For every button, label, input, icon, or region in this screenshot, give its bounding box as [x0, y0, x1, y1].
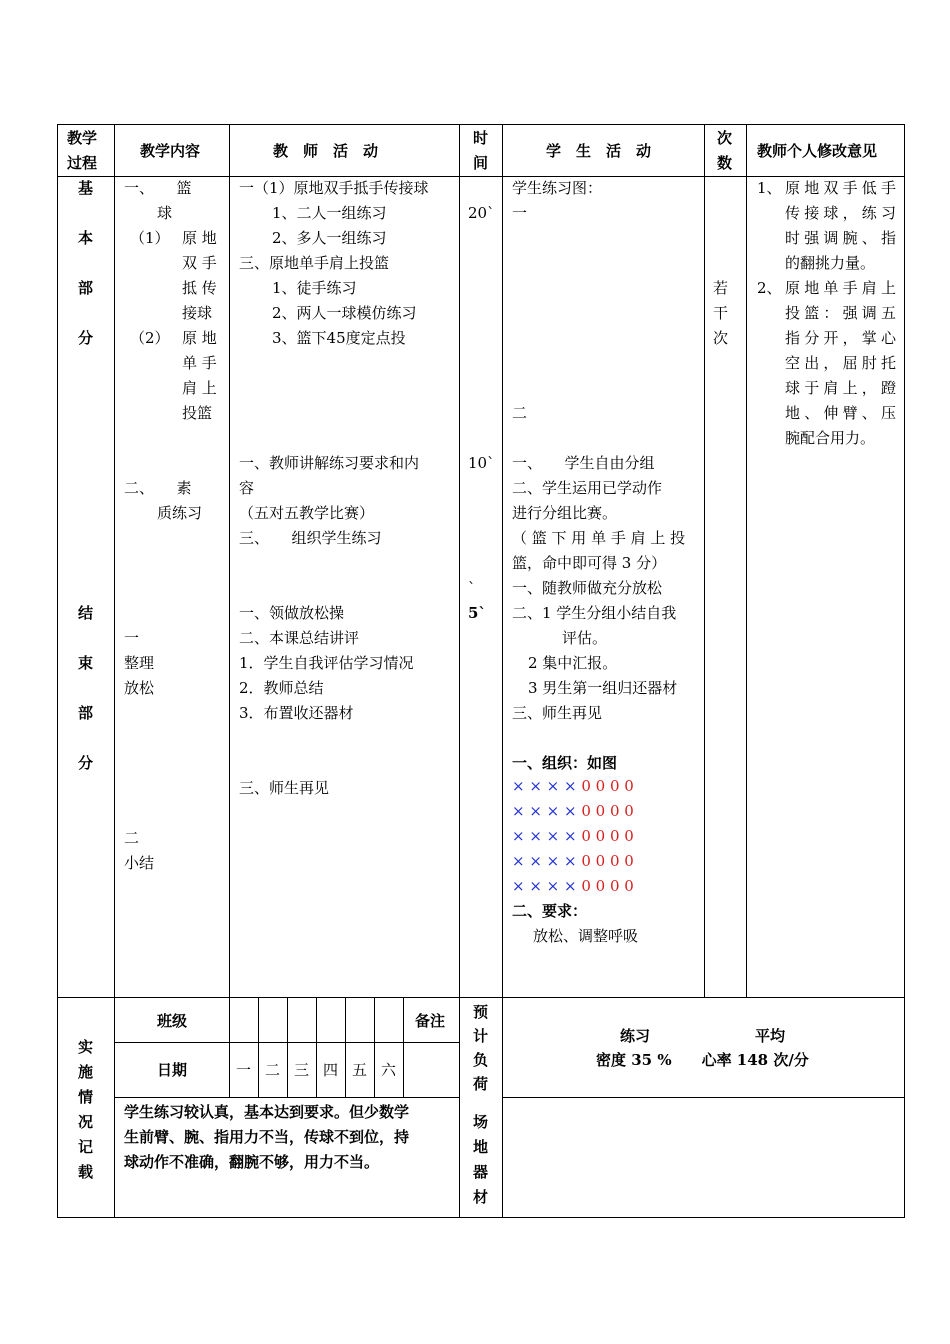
content-end-2: 整理 [124, 654, 155, 672]
header-student: 学 生 活 动 [546, 142, 652, 160]
class-label: 班级 [157, 1012, 188, 1030]
formation-x: × × × × [512, 877, 577, 895]
requirement-label: 二、要求： [512, 902, 588, 920]
process-end-2: 束 [78, 654, 94, 672]
student-line: 学生练习图： [512, 179, 603, 197]
student-line: 一、 学生自由分组 [512, 454, 655, 472]
teacher-line: 一、教师讲解练习要求和内 [239, 454, 420, 472]
content-item-2-line: 肩 上 [182, 379, 217, 397]
count-text: 干 [713, 304, 729, 322]
teacher-line: 一（1）原地双手抵手传接球 [239, 179, 429, 197]
teacher-line: 2、多人一组练习 [272, 229, 387, 247]
load-label: 负 [473, 1051, 489, 1069]
density-label: 练习 [620, 1027, 651, 1045]
day-label: 二 [264, 1061, 280, 1079]
day-label: 五 [351, 1061, 367, 1079]
content-fitness-2: 质练习 [157, 504, 203, 522]
header-time-2: 间 [473, 154, 489, 172]
impl-label: 记 [78, 1138, 94, 1156]
venue-label: 场 [473, 1113, 489, 1131]
content-item-1-num: （1） [130, 229, 170, 247]
impl-label: 况 [78, 1113, 94, 1131]
process-end-4: 分 [78, 754, 94, 772]
content-basketball-2: 球 [157, 204, 173, 222]
student-line: （ 篮 下 用 单 手 肩 上 投 [512, 529, 686, 547]
notes-line: 时强调腕、指 [785, 229, 896, 247]
impl-label: 施 [78, 1063, 94, 1081]
student-line: 3 男生第一组归还器材 [528, 679, 678, 697]
student-line: 进行分组比赛。 [512, 504, 618, 522]
organization-label: 一、组织：如图 [512, 754, 618, 772]
count-text: 若 [713, 279, 729, 297]
formation-o: 0 0 0 0 [581, 827, 634, 845]
impl-label: 实 [78, 1038, 94, 1056]
venue-label: 器 [473, 1163, 489, 1181]
notes-line: 地、伸臂、压 [785, 404, 896, 422]
header-process-1: 教学 [67, 129, 98, 147]
load-label: 计 [473, 1027, 489, 1045]
process-basic-2: 本 [78, 229, 94, 247]
header-process-2: 过程 [67, 154, 98, 172]
summary-line: 生前臂、腕、指用力不当，传球不到位，持 [124, 1128, 410, 1146]
formation-o: 0 0 0 0 [581, 802, 634, 820]
student-line: 二、学生运用已学动作 [512, 479, 663, 497]
summary-line: 学生练习较认真，基本达到要求。但少数学 [124, 1103, 410, 1121]
day-label: 三 [293, 1061, 309, 1079]
formation-x: × × × × [512, 802, 577, 820]
formation-x: × × × × [512, 827, 577, 845]
content-item-1-line: 双 手 [182, 254, 217, 272]
time-value: 10` [468, 454, 495, 472]
process-basic-3: 部 [78, 279, 94, 297]
content-item-1-line: 接球 [182, 304, 213, 322]
notes-num-2: 2、 [757, 279, 782, 297]
header-time-1: 时 [473, 129, 489, 147]
notes-line: 腕配合用力。 [785, 429, 876, 447]
content-end-3: 放松 [124, 679, 155, 697]
formation-o: 0 0 0 0 [581, 777, 634, 795]
process-end-1: 结 [78, 604, 94, 622]
day-label: 一 [235, 1061, 251, 1079]
density-value: 密度 35 % 心率 148 次/分 [596, 1051, 809, 1069]
notes-line: 传接球，练习 [785, 204, 896, 222]
formation-x: × × × × [512, 852, 577, 870]
notes-line: 指分开，掌心 [785, 329, 896, 347]
notes-line: 空出，屈肘托 [785, 354, 896, 372]
heartrate-label: 平均 [755, 1027, 786, 1045]
teacher-line: （五对五教学比赛） [239, 504, 375, 522]
notes-line: 原地单手肩上 [785, 279, 896, 297]
teacher-line: 一、领做放松操 [239, 604, 345, 622]
content-end-5: 小结 [124, 854, 155, 872]
date-label: 日期 [157, 1061, 188, 1079]
teacher-line: 二、本课总结讲评 [239, 629, 360, 647]
formation-o: 0 0 0 0 [581, 877, 634, 895]
content-item-1-line: 抵 传 [182, 279, 217, 297]
process-end-3: 部 [78, 704, 94, 722]
impl-label: 载 [78, 1163, 94, 1181]
process-basic-4: 分 [78, 329, 94, 347]
header-count-2: 数 [717, 154, 733, 172]
process-basic-1: 基 [78, 179, 94, 197]
teacher-line: 3、篮下45度定点投 [272, 329, 406, 347]
load-label: 预 [473, 1003, 489, 1021]
student-line: 二、1 学生分组小结自我 [512, 604, 677, 622]
content-item-1-line: 原 地 [182, 229, 217, 247]
teacher-line: 1、徒手练习 [272, 279, 357, 297]
time-value: 20` [468, 204, 495, 222]
student-line: 一 [512, 204, 528, 222]
notes-line: 球于肩上，蹬 [785, 379, 896, 397]
content-item-2-line: 投篮 [182, 404, 213, 422]
student-line: 2 集中汇报。 [528, 654, 618, 672]
content-end-1: 一 [124, 629, 140, 647]
content-item-2-line: 原 地 [182, 329, 217, 347]
remark-label: 备注 [415, 1012, 446, 1030]
formation-x: × × × × [512, 777, 577, 795]
requirement-text: 放松、调整呼吸 [533, 927, 639, 945]
student-line: 篮，命中即可得 3 分） [512, 554, 667, 572]
teacher-line: 容 [239, 479, 255, 497]
student-line: 二 [512, 404, 528, 422]
content-fitness: 二、 素 [124, 479, 192, 497]
notes-line: 原地双手低手 [785, 179, 896, 197]
notes-line: 投篮：强调五 [785, 304, 896, 322]
impl-label: 情 [78, 1088, 94, 1106]
summary-line: 球动作不准确，翻腕不够，用力不当。 [124, 1153, 380, 1171]
time-value: 5` [468, 604, 486, 622]
teacher-line: 1、二人一组练习 [272, 204, 387, 222]
venue-label: 材 [473, 1188, 489, 1206]
formation-o: 0 0 0 0 [581, 852, 634, 870]
content-basketball: 一、 篮 [124, 179, 192, 197]
student-line: 评估。 [562, 629, 608, 647]
teacher-line: 2．教师总结 [239, 679, 324, 697]
count-text: 次 [713, 329, 729, 347]
header-notes: 教师个人修改意见 [757, 142, 878, 160]
teacher-line: 三、原地单手肩上投篮 [239, 254, 390, 272]
notes-num-1: 1、 [757, 179, 782, 197]
notes-line: 的翻挑力量。 [785, 254, 876, 272]
time-value: ` [468, 579, 476, 597]
teacher-line: 1．学生自我评估学习情况 [239, 654, 414, 672]
header-teacher: 教 师 活 动 [273, 142, 379, 160]
header-content: 教学内容 [140, 142, 201, 160]
student-line: 三、师生再见 [512, 704, 603, 722]
load-label: 荷 [473, 1075, 489, 1093]
teacher-line: 2、两人一球模仿练习 [272, 304, 417, 322]
venue-label: 地 [473, 1138, 489, 1156]
content-item-2-line: 单 手 [182, 354, 217, 372]
teacher-line: 3．布置收还器材 [239, 704, 354, 722]
teacher-line: 三、 组织学生练习 [239, 529, 382, 547]
day-label: 四 [322, 1061, 338, 1079]
content-item-2-num: （2） [130, 329, 170, 347]
header-count-1: 次 [717, 129, 733, 147]
student-line: 一、随教师做充分放松 [512, 579, 663, 597]
content-end-4: 二 [124, 829, 140, 847]
day-label: 六 [380, 1061, 396, 1079]
teacher-line: 三、师生再见 [239, 779, 330, 797]
